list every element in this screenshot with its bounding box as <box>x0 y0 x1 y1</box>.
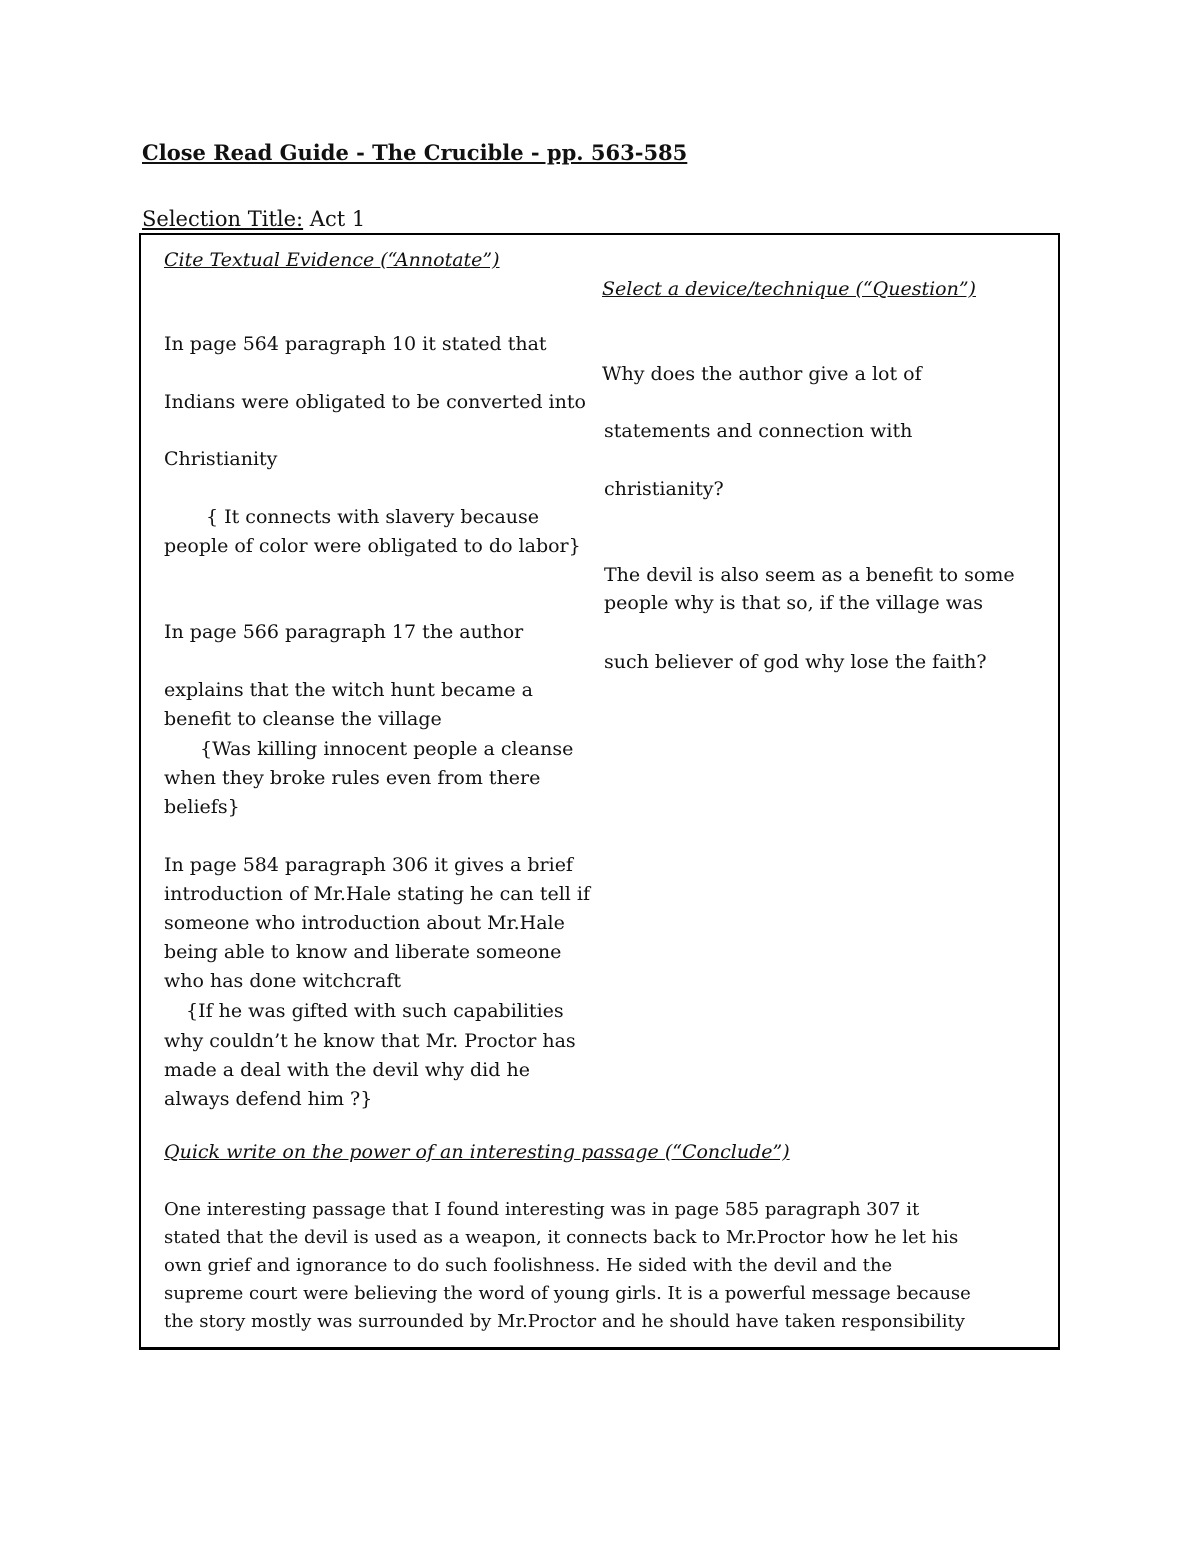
evidence-line: {Was killing innocent people a cleanse <box>200 738 574 760</box>
evidence-line: people of color were obligated to do labor} <box>164 535 581 557</box>
evidence-line: always defend him ?} <box>164 1088 373 1110</box>
evidence-line: In page 584 paragraph 306 it gives a brief <box>164 854 573 876</box>
question-line: people why is that so, if the village was <box>604 592 984 614</box>
evidence-heading: Cite Textual Evidence (“Annotate”) <box>164 249 500 271</box>
evidence-line: beliefs} <box>164 796 240 818</box>
conclude-line: the story mostly was surrounded by Mr.Proctor and he should have taken responsibility <box>164 1311 965 1332</box>
selection-title-line <box>142 207 365 231</box>
evidence-line: when they broke rules even from there <box>164 767 541 789</box>
evidence-line: In page 564 paragraph 10 it stated that <box>164 333 547 355</box>
conclude-line: One interesting passage that I found interesting was in page 585 paragraph 307 it <box>164 1199 920 1220</box>
evidence-line: why couldn’t he know that Mr. Proctor has <box>164 1030 576 1052</box>
evidence-line: who has done witchcraft <box>164 970 402 992</box>
evidence-line: { It connects with slavery because <box>206 506 540 528</box>
conclude-line: stated that the devil is used as a weapon, it connects back to Mr.Proctor how he let his <box>164 1227 959 1248</box>
evidence-line: In page 566 paragraph 17 the author <box>164 621 524 643</box>
selection-title-value: Act 1 <box>309 207 366 231</box>
evidence-line: benefit to cleanse the village <box>164 708 442 730</box>
selection-title-label: Selection Title: <box>142 207 304 231</box>
conclude-line: own grief and ignorance to do such foolishness. He sided with the devil and the <box>164 1255 893 1276</box>
evidence-line: Indians were obligated to be converted into <box>164 391 586 413</box>
page-title: Close Read Guide - The Crucible - pp. 563-585 <box>142 140 688 165</box>
conclude-line: supreme court were believing the word of young girls. It is a powerful message because <box>164 1283 971 1304</box>
question-heading: Select a device/technique (“Question”) <box>602 278 976 300</box>
evidence-line: Christianity <box>164 448 278 470</box>
evidence-line: someone who introduction about Mr.Hale <box>164 912 565 934</box>
evidence-line: introduction of Mr.Hale stating he can tell if <box>164 883 591 905</box>
conclude-heading: Quick write on the power of an interesting passage (“Conclude”) <box>164 1141 790 1163</box>
question-line: christianity? <box>604 478 724 500</box>
evidence-line: being able to know and liberate someone <box>164 941 562 963</box>
question-line: such believer of god why lose the faith? <box>604 651 987 673</box>
evidence-line: made a deal with the devil why did he <box>164 1059 530 1081</box>
question-line: Why does the author give a lot of <box>602 363 922 385</box>
question-line: The devil is also seem as a benefit to some <box>604 564 1015 586</box>
evidence-line: {If he was gifted with such capabilities <box>186 1000 564 1022</box>
question-line: statements and connection with <box>604 420 913 442</box>
evidence-line: explains that the witch hunt became a <box>164 679 533 701</box>
